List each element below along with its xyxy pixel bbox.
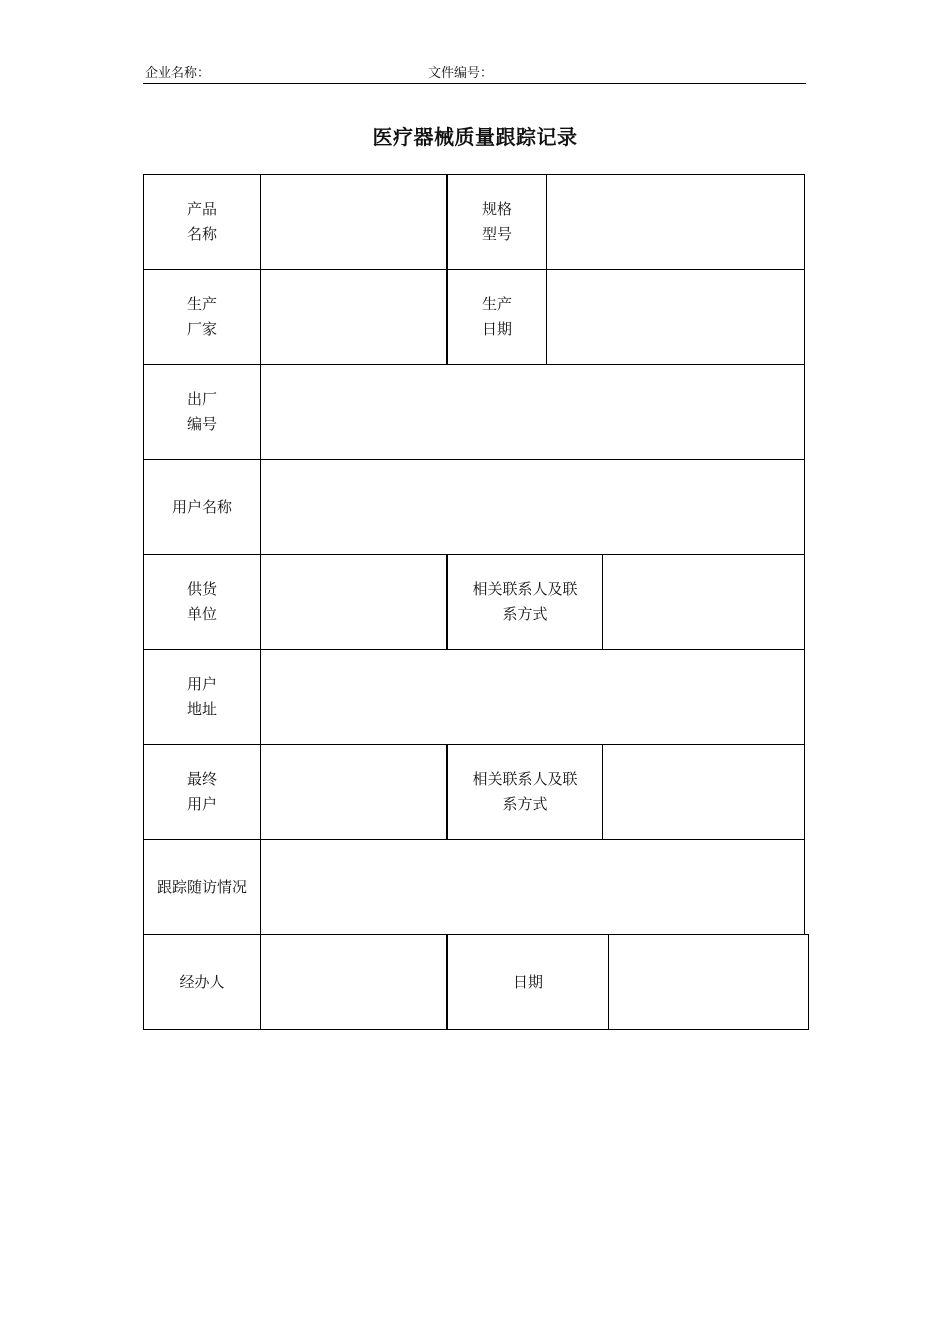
supplier-contact-label: 相关联系人及联系方式 — [472, 580, 578, 623]
end-user-field[interactable] — [260, 744, 448, 840]
document-title: 医疗器械质量跟踪记录 — [372, 125, 578, 149]
user-address-label-cell — [143, 649, 261, 745]
company-name-label: 企业名称： — [145, 66, 211, 81]
handler-field[interactable] — [260, 934, 448, 1030]
spec-model-label-cell — [446, 174, 548, 270]
handler-label: 经办人 — [179, 972, 225, 991]
production-date-field[interactable] — [546, 269, 805, 365]
follow-up-field[interactable] — [260, 839, 805, 935]
header-rule — [143, 83, 806, 84]
date-label-cell — [446, 934, 610, 1030]
end-user-label-cell — [143, 744, 261, 840]
supplier-field[interactable] — [260, 554, 448, 650]
supplier-label-cell — [143, 554, 261, 650]
user-address-label: 用户 地址 — [186, 675, 217, 718]
spec-model-field[interactable] — [546, 174, 805, 270]
serial-number-label-cell — [143, 364, 261, 460]
product-name-label-cell — [143, 174, 261, 270]
user-name-label-cell — [143, 459, 261, 555]
manufacturer-label: 生产 厂家 — [186, 295, 217, 338]
follow-up-label-cell — [143, 839, 261, 935]
date-label: 日期 — [512, 972, 543, 991]
handler-label-cell — [143, 934, 261, 1030]
manufacturer-label-cell — [143, 269, 261, 365]
serial-number-field[interactable] — [260, 364, 805, 460]
production-date-label-cell — [446, 269, 548, 365]
spec-model-label: 规格 型号 — [481, 200, 512, 243]
document-number-label: 文件编号： — [428, 66, 494, 81]
manufacturer-field[interactable] — [260, 269, 448, 365]
date-field[interactable] — [608, 934, 809, 1030]
end-user-contact-label-cell — [446, 744, 604, 840]
user-name-field[interactable] — [260, 459, 805, 555]
end-user-contact-field[interactable] — [602, 744, 805, 840]
product-name-field[interactable] — [260, 174, 448, 270]
user-address-field[interactable] — [260, 649, 805, 745]
production-date-label: 生产 日期 — [481, 295, 512, 338]
follow-up-label: 跟踪随访情况 — [157, 877, 248, 896]
serial-number-label: 出厂 编号 — [186, 390, 217, 433]
end-user-label: 最终 用户 — [186, 770, 217, 813]
supplier-contact-label-cell — [446, 554, 604, 650]
end-user-contact-label: 相关联系人及联系方式 — [472, 770, 578, 813]
user-name-label: 用户名称 — [171, 497, 232, 516]
supplier-contact-field[interactable] — [602, 554, 805, 650]
supplier-label: 供货 单位 — [186, 580, 217, 623]
product-name-label: 产品 名称 — [186, 200, 217, 243]
